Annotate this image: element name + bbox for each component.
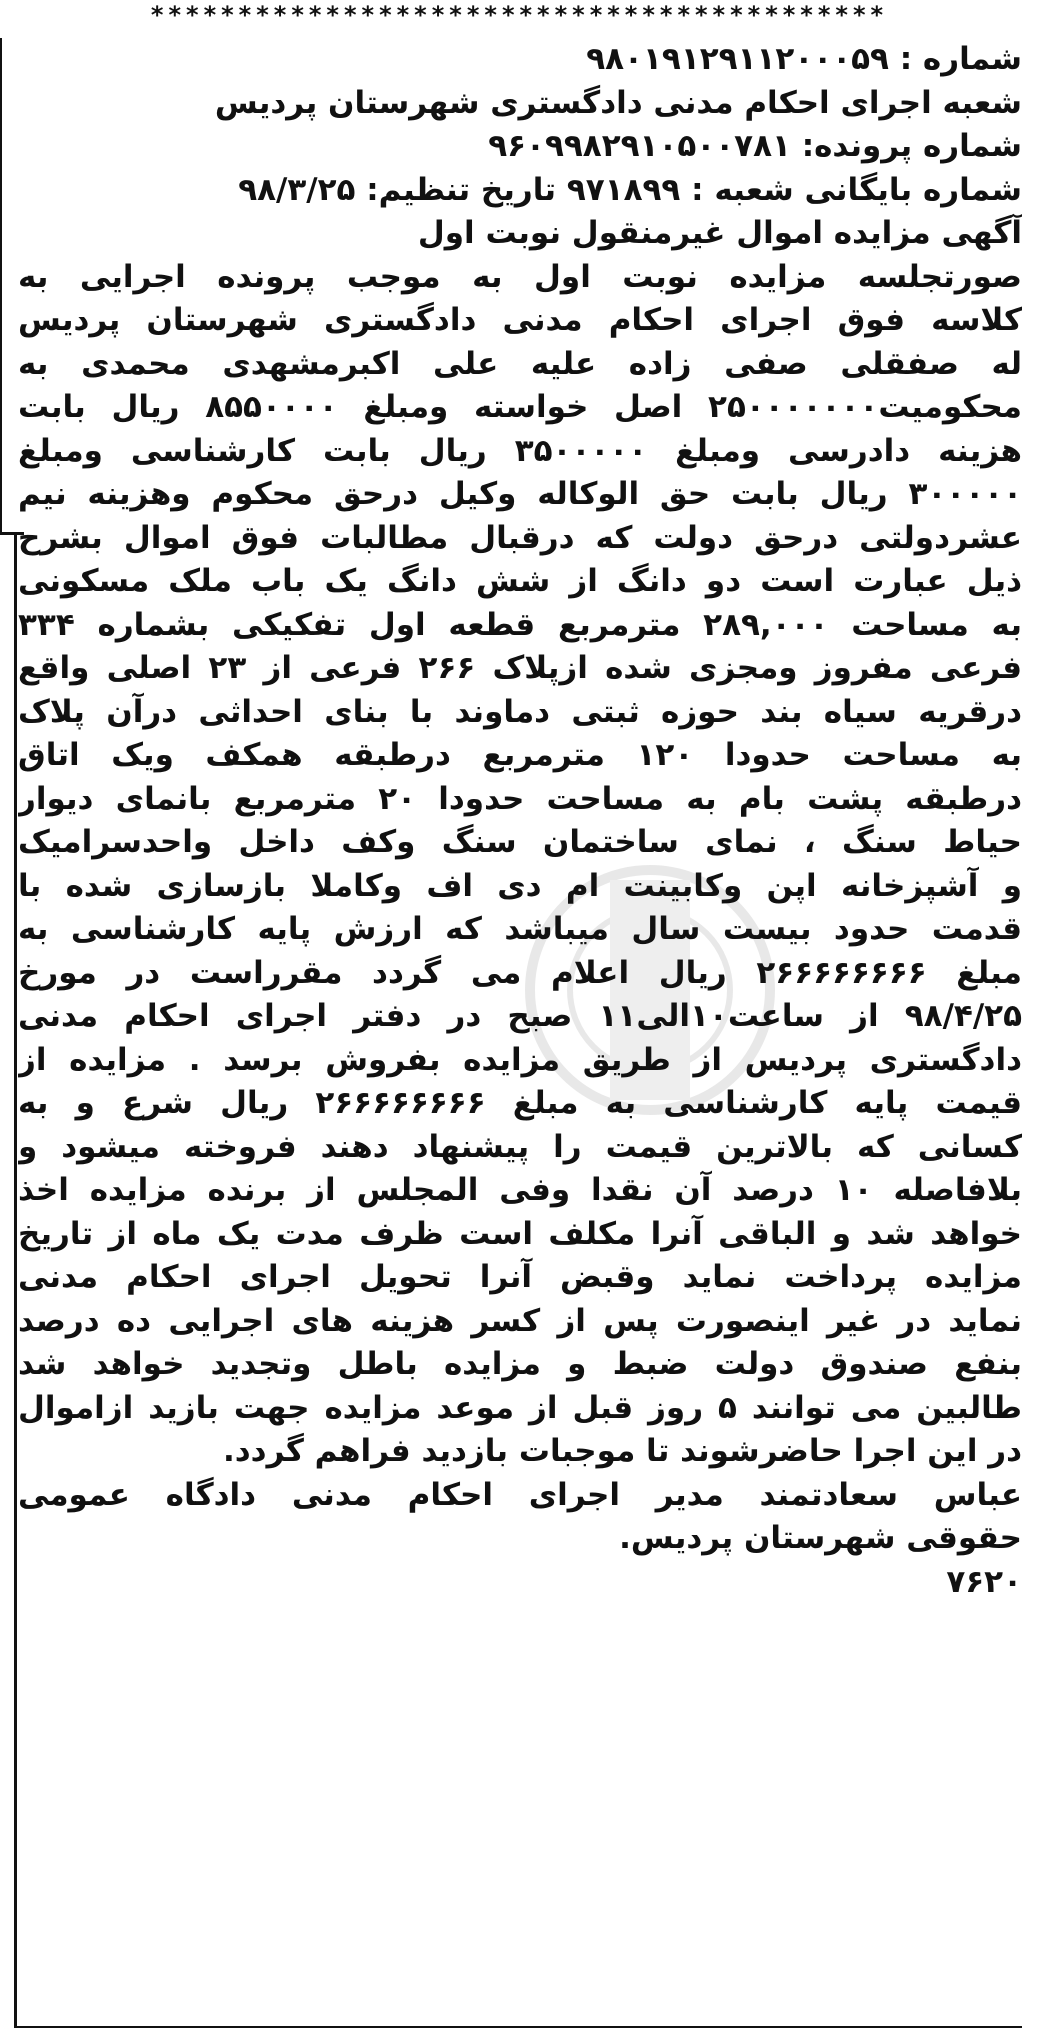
ad-code: ۷۶۲۰ [946,1563,1022,1600]
body-line: له صفقلی صفی زاده علیه علی اکبرمشهدی محمدی به [18,345,1022,382]
body-line: بلافاصله ۱۰ درصد آن نقدا وفی المجلس از برنده مزایده اخذ [18,1172,1022,1208]
box-bottom-rule [14,2026,1022,2028]
body-line: فرعی مفروز ومجزی شده ازپلاک ۲۶۶ فرعی از ۲۳ اصلی واقع [18,650,1022,686]
body-line: ذیل عبارت است دو دانگ از شش دانگ یک باب ملک مسکونی [18,563,1022,599]
case-number: شماره پرونده: ۹۶۰۹۹۸۲۹۱۰۵۰۰۷۸۱ [488,128,1022,164]
body-line: درقریه سیاه بند حوزه ثبتی دماوند با بنای احداثی درآن پلاک [18,693,1022,730]
body-line: مزایده پرداخت نماید وقبض آنرا تحویل اجرای احکام مدنی [18,1259,1022,1295]
body-line: بنفع صندوق دولت ضبط و مزایده باطل وتجدید خواهد شد [18,1346,1022,1382]
body-line: محکومیت۲۵۰۰۰۰۰۰۰ اصل خواسته ومبلغ ۸۵۵۰۰۰۰ ریال بابت [18,389,1022,425]
body-line: کلاسه فوق اجرای احکام مدنی دادگستری شهرستان پردیس [18,302,1022,338]
body-line: قیمت پایه کارشناسی به مبلغ ۲۶۶۶۶۶۶۶۶ ریال شرع و به [18,1085,1022,1121]
body-line: مبلغ ۲۶۶۶۶۶۶۶۶ ریال اعلام می گردد مقرراست در مورخ [18,954,1022,991]
box-left-rule [14,532,17,2027]
body-line: به مساحت حدودا ۱۲۰ مترمربع درطبقه همکف ویک اتاق [18,737,1022,773]
body-line: طالبین می توانند ۵ روز قبل از موعد مزایده جهت بازید ازاموال [18,1389,1022,1426]
archive-and-date: شماره بایگانی شعبه : ۹۷۱۸۹۹ تاریخ تنظیم: ۹۸/۳/۲۵ [238,171,1022,208]
body-line: کسانی که بالاترین قیمت را پیشنهاد دهند فروخته میشود و [18,1128,1022,1165]
body-line: دادگستری پردیس از طریق مزایده بفروش برسد . مزایده از [18,1041,1022,1078]
signature-line: عباس سعادتمند مدیر اجرای احکام مدنی دادگاه عمومی [18,1476,1022,1513]
body-line: نماید در غیر اینصورت پس از کسر هزینه های اجرایی ده درصد [18,1302,1022,1339]
signature-line: حقوقی شهرستان پردیس. [619,1520,1022,1556]
body-line: صورتجلسه مزایده نوبت اول به موجب پرونده اجرایی به [18,258,1022,295]
notice-number: شماره : ۹۸۰۱۹۱۲۹۱۱۲۰۰۰۵۹ [586,41,1022,77]
body-line: هزینه دادرسی ومبلغ ۳۵۰۰۰۰۰ ریال بابت کارشناسی ومبلغ [18,432,1022,469]
body-line: خواهد شد و الباقی آنرا مکلف است ظرف مدت یک ماه از تاریخ [18,1215,1022,1252]
body-line: به مساحت ۲۸۹,۰۰۰ مترمربع قطعه اول تفکیکی بشماره ۳۳۴ [18,606,1022,643]
star-border: ****************************************** [150,2,889,28]
body-line: ۹۸/۴/۲۵ از ساعت۱۰الی۱۱ صبح در دفتر اجرای احکام مدنی [18,998,1022,1034]
body-line: حیاط سنگ ، نمای ساختمان سنگ وکف داخل واحدسرامیک [18,824,1022,860]
body-line: عشردولتی درحق دولت که درقبال مطالبات فوق اموال بشرح [18,519,1022,556]
branch-name: شعبه اجرای احکام مدنی دادگستری شهرستان پردیس [214,84,1022,121]
header-left-rule [0,38,2,532]
body-line: در این اجرا حاضرشوند تا موجبات بازدید فراهم گردد. [222,1433,1022,1469]
body-line: قدمت حدود بیست سال میباشد که ارزش پایه کارشناسی به [18,911,1022,947]
body-line: درطبقه پشت بام به مساحت حدودا ۲۰ مترمربع بانمای دیوار [18,780,1022,817]
body-line: و آشپزخانه اپن وکابینت ام دی اف وکاملا بازسازی شده با [18,867,1022,904]
body-line: ۳۰۰۰۰۰ ریال بابت حق الوکاله وکیل درحق محکوم وهزینه نیم [18,476,1022,512]
auction-notice [18,38,1022,1604]
notice-title: آگهی مزایده اموال غیرمنقول نوبت اول [417,215,1022,251]
